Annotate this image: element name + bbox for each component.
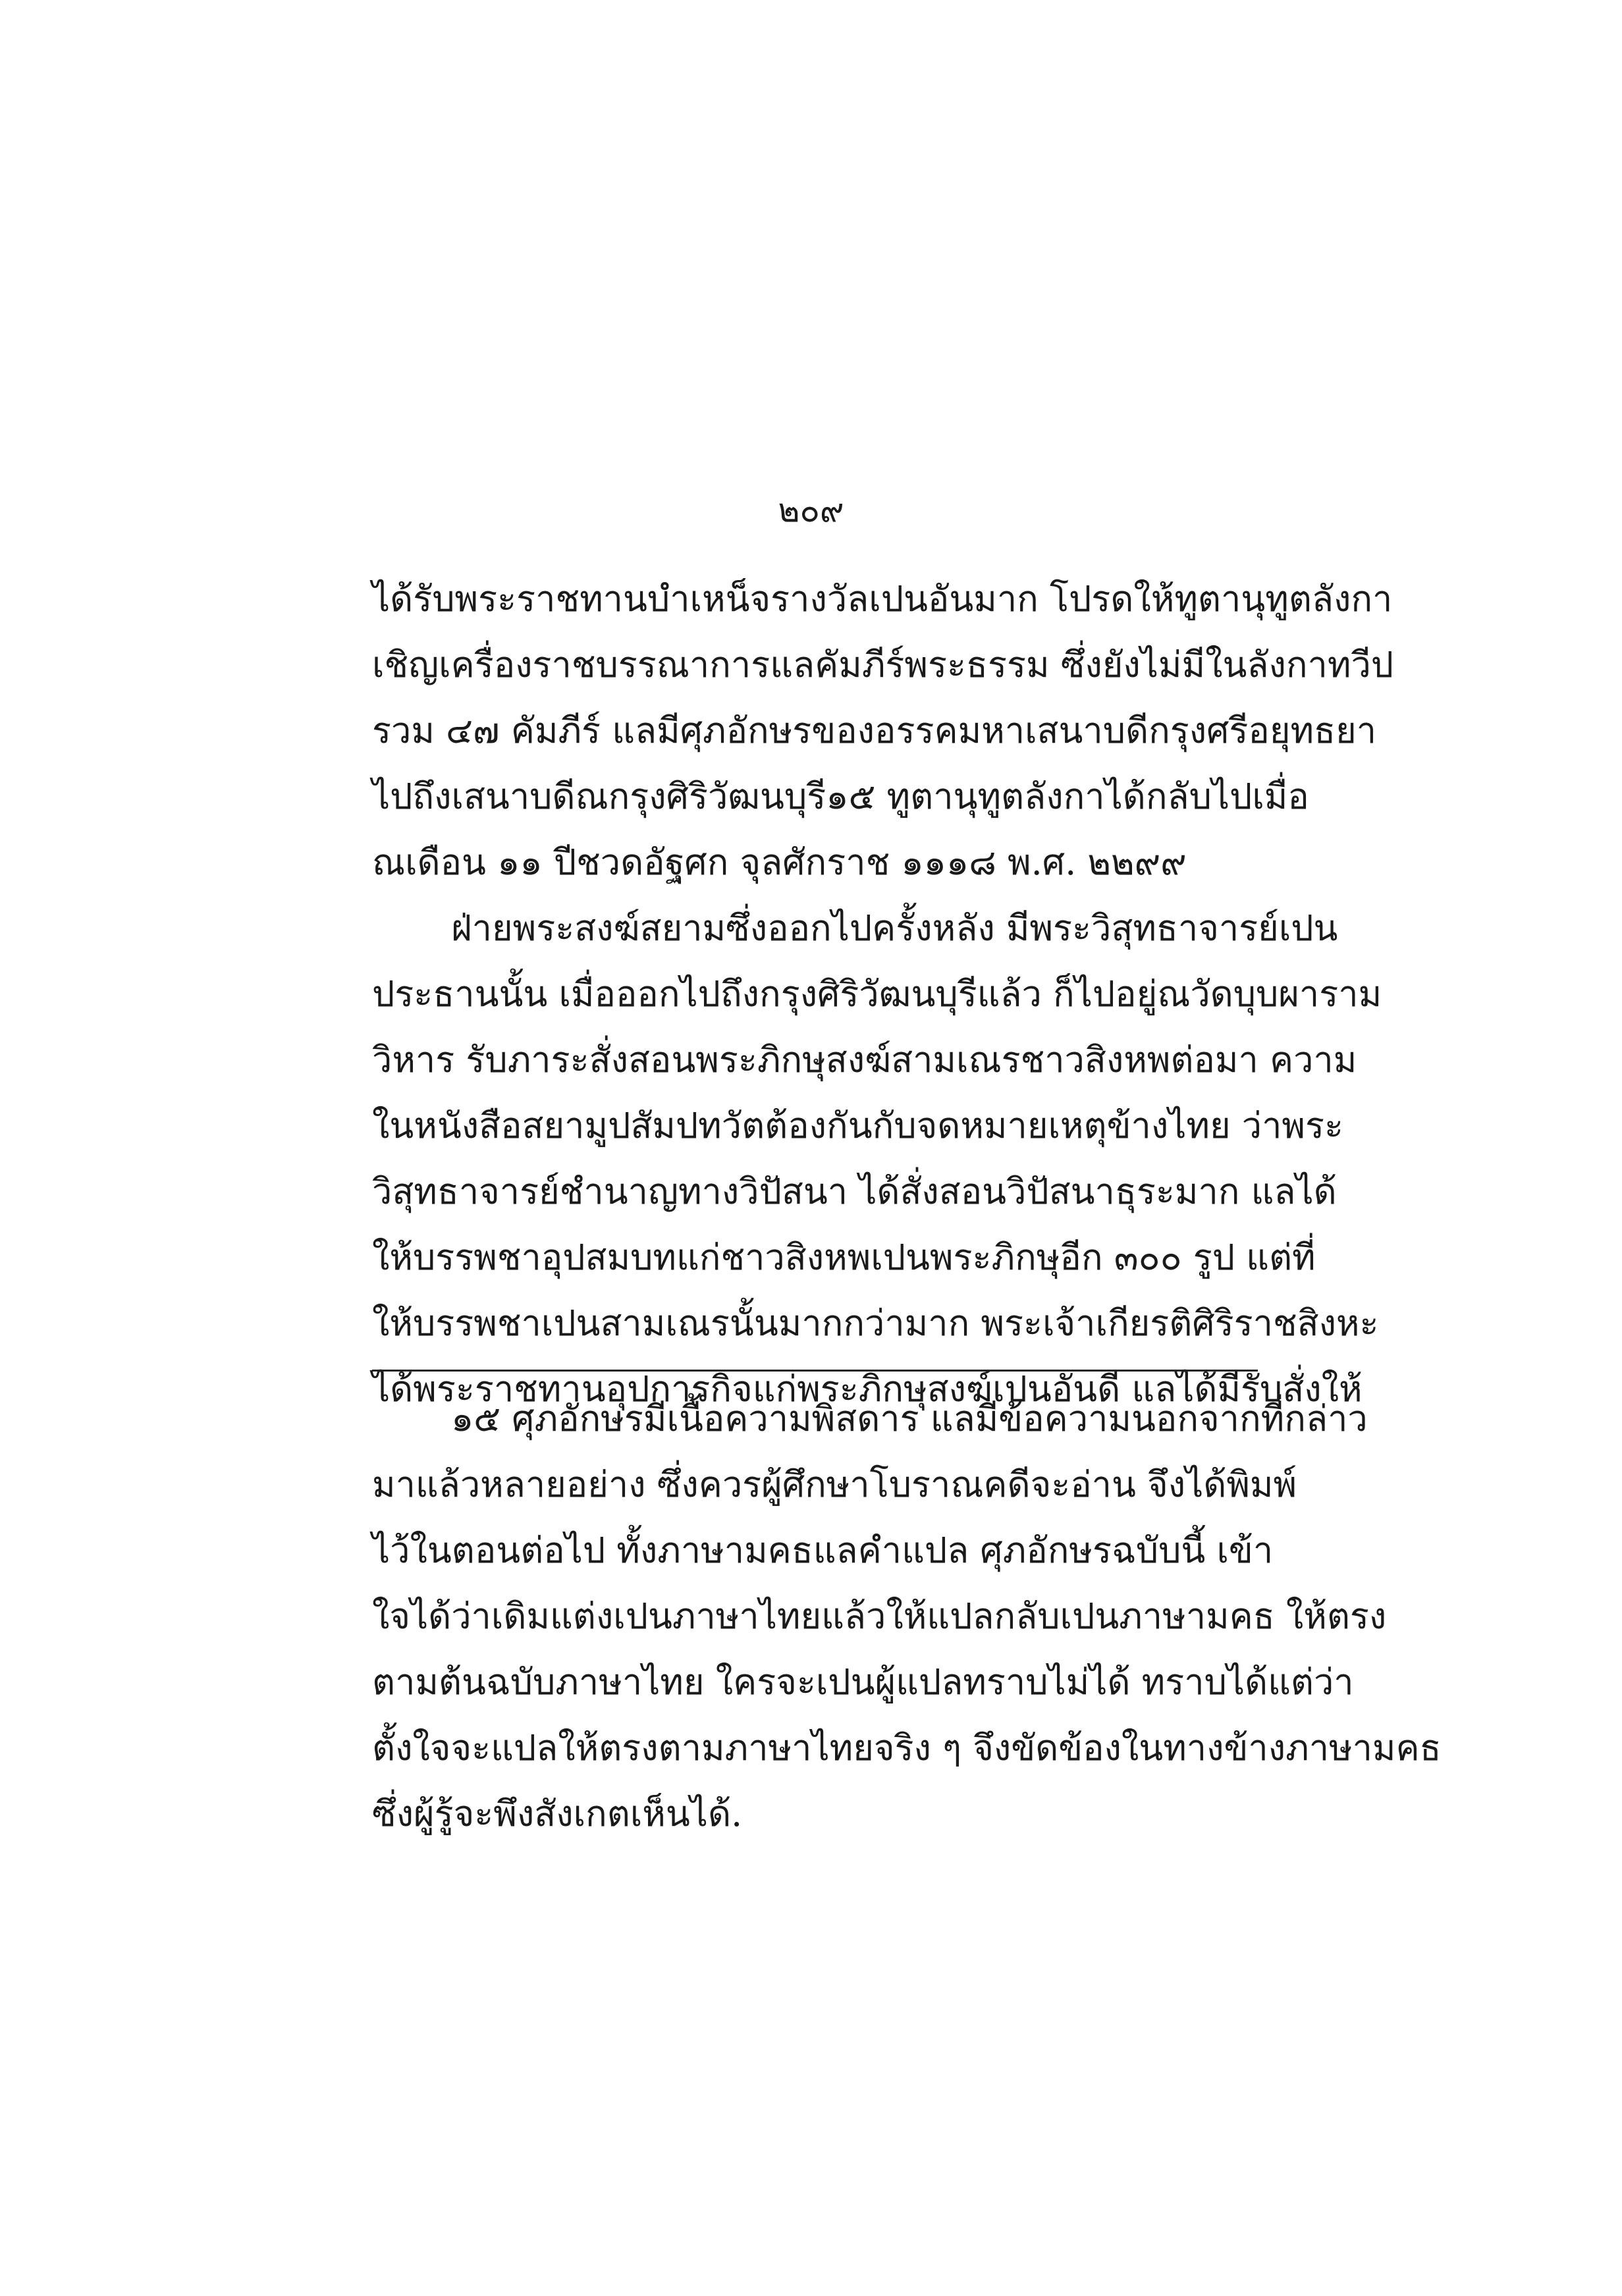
footnote-line: ใจได้ว่าเดิมแต่งเปนภาษาไทยแล้วให้แปลกลับเปนภาษามคธ ให้ตรง [372,1595,1387,1637]
body-line: วิสุทธาจารย์ชำนาญทางวิปัสนา ได้สั่งสอนวิปัสนาธุระมาก แลได้ [372,1171,1337,1212]
body-line: รวม ๔๗ คัมภีร์ แลมีศุภอักษรของอรรคมหาเสนาบดีกรุงศรีอยุทธยา [372,710,1377,751]
footnote-line: ๑๕ ศุภอักษรมีเนื้อความพิสดาร แลมีข้อความนอกจากที่กล่าว [451,1398,1368,1439]
body-line: ได้รับพระราชทานบำเหน็จรางวัลเปนอันมาก โปรดให้ทูตานุทูตลังกา [372,578,1393,620]
body-line: ประธานนั้น เมื่อออกไปถึงกรุงศิริวัฒนบุรีแล้ว ก็ไปอยู่ณวัดบุบผาราม [372,973,1382,1015]
footnote-line: ตั้งใจจะแปลให้ตรงตามภาษาไทยจริง ๆ จึงขัดข้องในทางข้างภาษามคธ [372,1727,1442,1769]
footnote-line: ตามต้นฉบับภาษาไทย ใครจะเปนผู้แปลทราบไม่ได้ ทราบได้แต่ว่า [372,1661,1354,1703]
body-line: ได้พระราชทานอุปการกิจแก่พระภิกษุสงฆ์เปนอันดี แลได้มีรับสั่งให้ [372,1368,1363,1410]
body-line: ในหนังสือสยามูปสัมปทวัตต้องกันกับจดหมายเหตุข้างไทย ว่าพระ [372,1105,1344,1146]
body-line: ไปถึงเสนาบดีณกรุงศิริวัฒนบุรี๑๕ ทูตานุทูตลังกาได้กลับไปเมื่อ [372,776,1309,817]
footnote-text [372,1386,1442,1847]
body-text [372,566,1394,1422]
body-line: ณเดือน ๑๑ ปีชวดอัฐศก จุลศักราช ๑๑๑๘ พ.ศ. ๒๒๙๙ [372,841,1187,883]
body-line: ฝ่ายพระสงฆ์สยามซึ่งออกไปครั้งหลัง มีพระวิสุทธาจารย์เปน [451,907,1338,949]
footnote-line: ไว้ในตอนต่อไป ทั้งภาษามคธแลคำแปล ศุภอักษรฉบับนี้ เข้า [372,1530,1274,1571]
body-line: วิหาร รับภาระสั่งสอนพระภิกษุสงฆ์สามเณรชาวสิงหพต่อมา ความ [372,1039,1357,1081]
body-line: เชิญเครื่องราชบรรณาการแลคัมภีร์พระธรรม ซึ่งยังไม่มีในลังกาทวีป [372,644,1394,685]
page-number: ๒๐๙ [778,491,844,529]
body-line: ให้บรรพชาเปนสามเณรนั้นมากกว่ามาก พระเจ้าเกียรติศิริราชสิงหะ [372,1302,1379,1344]
body-line: ให้บรรพชาอุปสมบทแก่ชาวสิงหพเปนพระภิกษุอีก ๓๐๐ รูป แต่ที่ [372,1237,1316,1278]
footnote-divider [372,1370,1258,1372]
footnote-line: มาแล้วหลายอย่าง ซึ่งควรผู้ศึกษาโบราณคดีจะอ่าน จึงได้พิมพ์ [372,1464,1297,1505]
footnote-line: ซึ่งผู้รู้จะพึงสังเกตเห็นได้. [372,1793,743,1834]
